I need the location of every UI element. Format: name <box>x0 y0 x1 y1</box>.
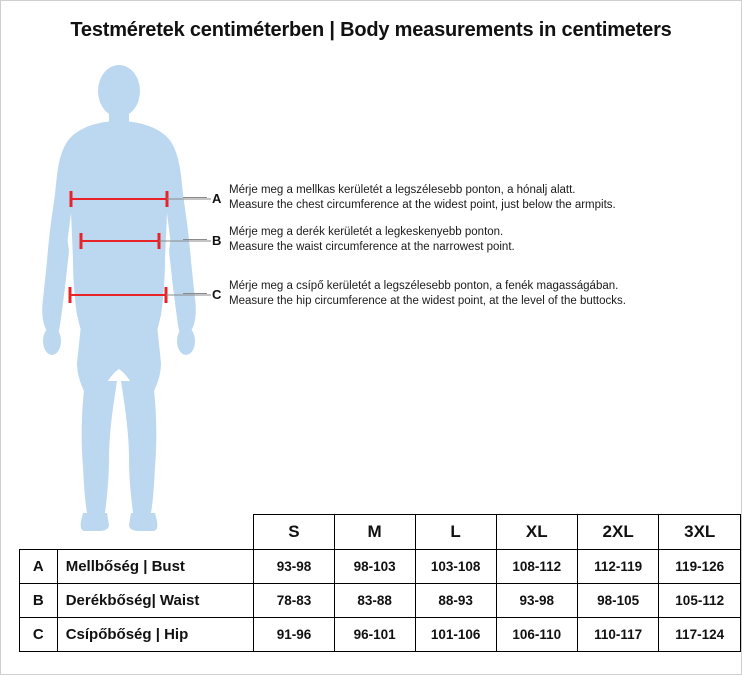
bust-m: 98-103 <box>334 550 415 584</box>
chest-leader-extension <box>183 197 207 198</box>
body-silhouette-svg <box>19 63 222 533</box>
row-letter-c: C <box>20 618 58 652</box>
waist-leader-extension <box>183 239 207 240</box>
header-size-2xl: 2XL <box>577 515 659 550</box>
waist-l: 88-93 <box>415 584 496 618</box>
header-size-xl: XL <box>496 515 577 550</box>
page-title: Testméretek centiméterben | Body measurements in centimeters <box>70 19 672 41</box>
annotation-hip-hu: Mérje meg a csípő kerületét a legszélesebb ponton, a fenék magasságában. <box>229 280 619 292</box>
bust-3xl: 119-126 <box>659 550 741 584</box>
table-row <box>20 550 741 584</box>
annotation-waist <box>229 225 719 255</box>
hip-m: 96-101 <box>334 618 415 652</box>
annotation-waist-hu: Mérje meg a derék kerületét a legkeskenyebb ponton. <box>229 226 504 238</box>
bust-2xl: 112-119 <box>577 550 659 584</box>
table-header-row <box>20 515 741 550</box>
bust-l: 103-108 <box>415 550 496 584</box>
body-figure <box>19 63 222 533</box>
row-label-bust: Mellbőség | Bust <box>57 550 254 584</box>
hip-l: 101-106 <box>415 618 496 652</box>
annotation-hip <box>229 279 729 309</box>
size-table <box>19 514 741 652</box>
annotation-chest <box>229 183 719 213</box>
hip-xl: 106-110 <box>496 618 577 652</box>
body-silhouette <box>42 65 196 531</box>
annotation-chest-en: Measure the chest circumference at the widest point, just below the armpits. <box>229 199 616 211</box>
header-blank-letter <box>20 515 58 550</box>
hip-s: 91-96 <box>254 618 335 652</box>
header-size-s: S <box>254 515 335 550</box>
table-row <box>20 584 741 618</box>
waist-m: 83-88 <box>334 584 415 618</box>
marker-letter-c: C <box>212 287 222 302</box>
header-size-l: L <box>415 515 496 550</box>
marker-letter-b: B <box>212 233 222 248</box>
waist-2xl: 98-105 <box>577 584 659 618</box>
waist-s: 78-83 <box>254 584 335 618</box>
annotation-chest-hu: Mérje meg a mellkas kerületét a legszélesebb ponton, a hónalj alatt. <box>229 184 576 196</box>
header-blank-label <box>57 515 254 550</box>
hip-leader-extension <box>183 293 207 294</box>
waist-xl: 93-98 <box>496 584 577 618</box>
annotation-waist-en: Measure the waist circumference at the narrowest point. <box>229 241 515 253</box>
waist-3xl: 105-112 <box>659 584 741 618</box>
bust-s: 93-98 <box>254 550 335 584</box>
row-letter-a: A <box>20 550 58 584</box>
header-size-3xl: 3XL <box>659 515 741 550</box>
table-row <box>20 618 741 652</box>
row-letter-b: B <box>20 584 58 618</box>
hip-3xl: 117-124 <box>659 618 741 652</box>
row-label-waist: Derékbőség| Waist <box>57 584 254 618</box>
header-size-m: M <box>334 515 415 550</box>
bust-xl: 108-112 <box>496 550 577 584</box>
row-label-hip: Csípőbőség | Hip <box>57 618 254 652</box>
hip-2xl: 110-117 <box>577 618 659 652</box>
annotation-hip-en: Measure the hip circumference at the widest point, at the level of the buttocks. <box>229 295 626 307</box>
marker-letter-a: A <box>212 191 222 206</box>
